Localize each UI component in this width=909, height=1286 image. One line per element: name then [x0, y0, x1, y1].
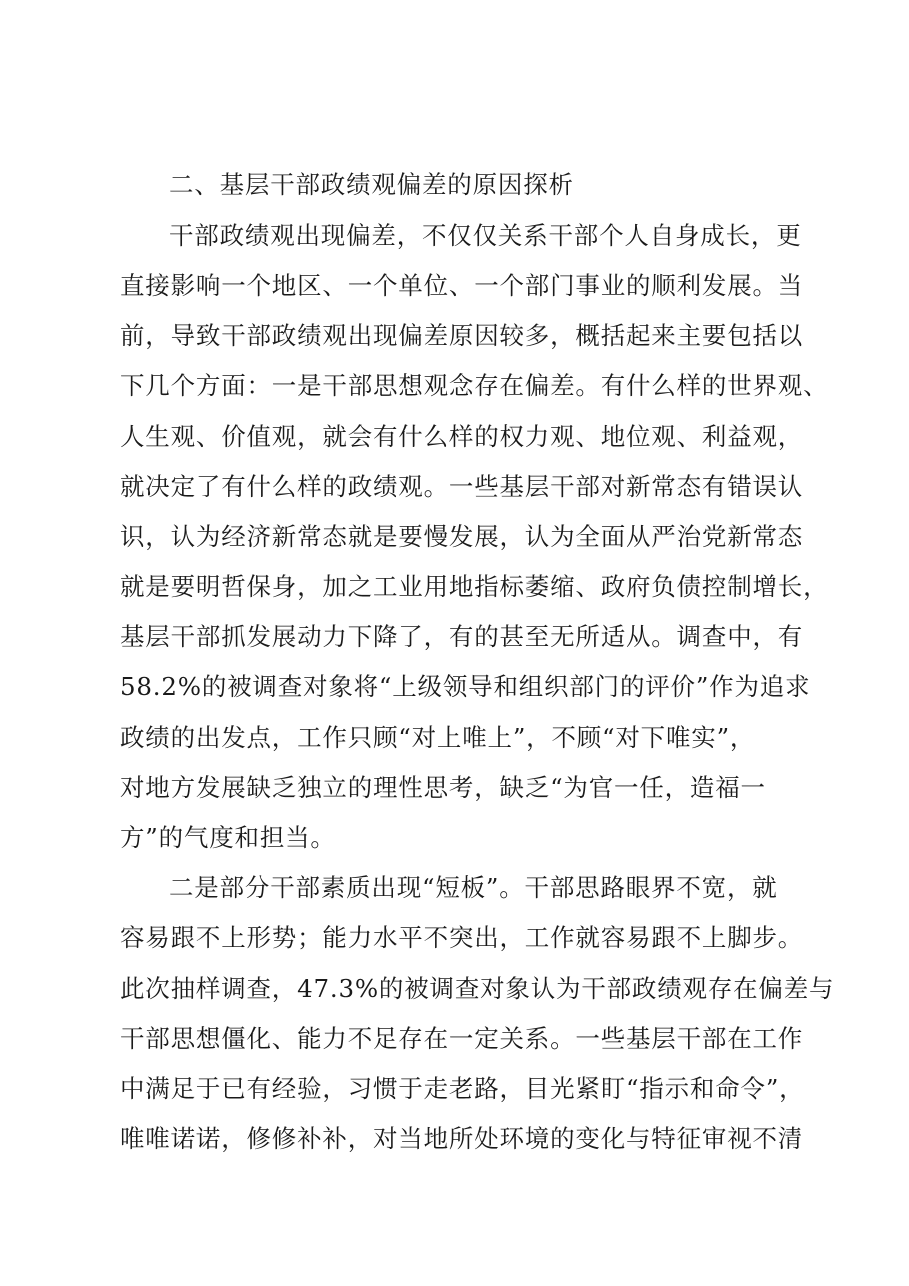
paragraph-1-line: 人生观、价值观，就会有什么样的权力观、地位观、利益观， — [120, 422, 804, 451]
paragraph-1-line: 对地方发展缺乏独立的理性思考，缺乏“为官一任，造福一 — [120, 773, 766, 802]
paragraph-2-line: 二是部分干部素质出现“短板”。干部思路眼界不宽，就 — [169, 873, 778, 902]
paragraph-1-line: 下几个方面：一是干部思想观念存在偏差。有什么样的世界观、 — [120, 371, 829, 400]
paragraph-2-line: 容易跟不上形势；能力水平不突出，工作就容易跟不上脚步。 — [120, 923, 804, 952]
paragraph-1-line: 就是要明哲保身，加之工业用地指标萎缩、政府负债控制增长， — [120, 572, 829, 601]
paragraph-1-line: 方”的气度和担当。 — [120, 823, 336, 852]
paragraph-2-line: 干部思想僵化、能力不足存在一定关系。一些基层干部在工作 — [120, 1024, 804, 1053]
paragraph-2-line: 中满足于已有经验，习惯于走老路，目光紧盯“指示和命令”， — [120, 1074, 805, 1103]
paragraph-1-line: 识，认为经济新常态就是要慢发展，认为全面从严治党新常态 — [120, 522, 804, 551]
paragraph-1-line: 就决定了有什么样的政绩观。一些基层干部对新常态有错误认 — [120, 472, 804, 501]
paragraph-1-line: 干部政绩观出现偏差，不仅仅关系干部个人自身成长，更 — [169, 221, 802, 250]
paragraph-1-line: 政绩的出发点，工作只顾“对上唯上”，不顾“对下唯实”， — [120, 723, 756, 752]
paragraph-1-line: 前，导致干部政绩观出现偏差原因较多，概括起来主要包括以 — [120, 321, 804, 350]
paragraph-1-line: 直接影响一个地区、一个单位、一个部门事业的顺利发展。当 — [120, 271, 804, 300]
paragraph-1-line: 58.2%的被调查对象将“上级领导和组织部门的评价”作为追求 — [120, 672, 811, 701]
paragraph-2-line: 此次抽样调查，47.3%的被调查对象认为干部政绩观存在偏差与 — [120, 974, 835, 1003]
paragraph-1-line: 基层干部抓发展动力下降了，有的甚至无所适从。调查中，有 — [120, 622, 804, 651]
section-heading: 二、基层干部政绩观偏差的原因探析 — [169, 170, 574, 199]
paragraph-2-line: 唯唯诺诺，修修补补，对当地所处环境的变化与特征审视不清 — [120, 1124, 804, 1153]
